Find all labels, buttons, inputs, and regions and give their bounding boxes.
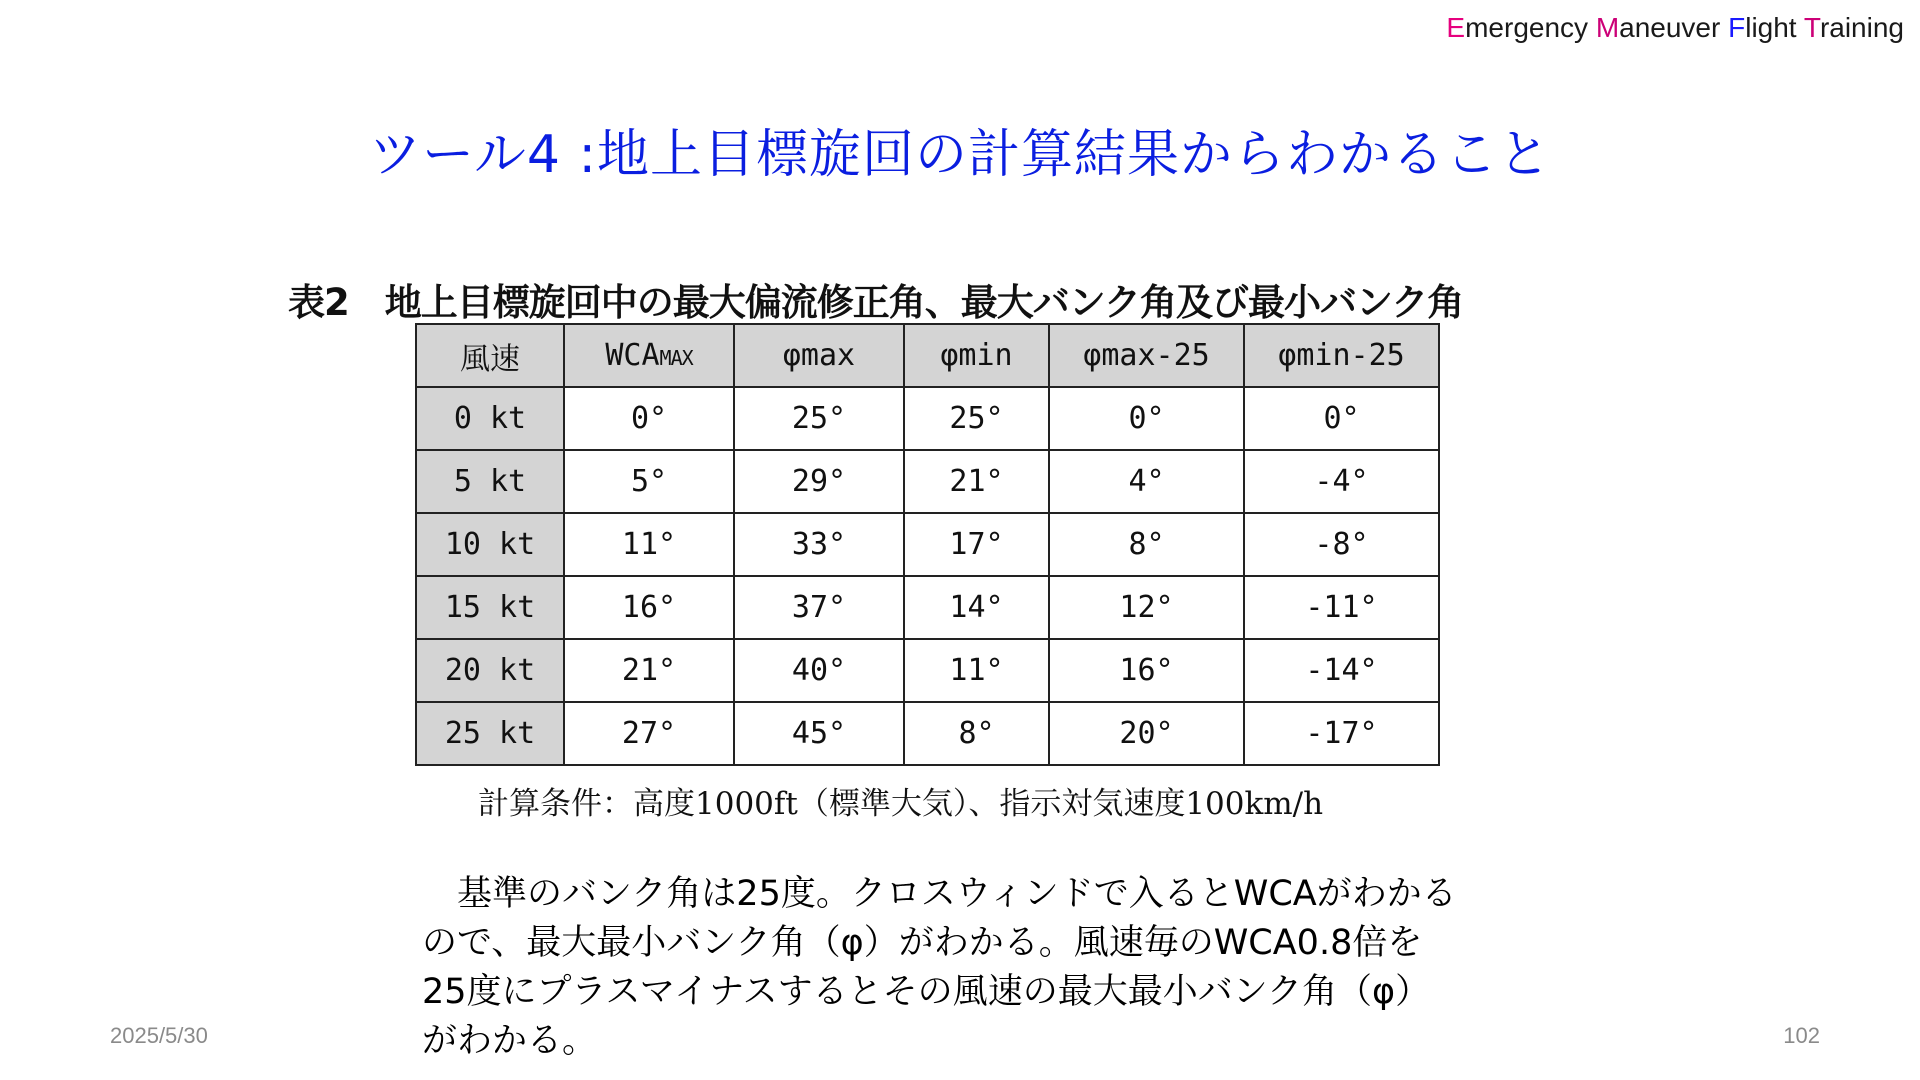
cell-wca: 5° bbox=[564, 450, 734, 513]
table-row bbox=[416, 513, 1439, 576]
cell-wind: 5 kt bbox=[416, 450, 564, 513]
cell-phi-max-25: 20° bbox=[1049, 702, 1244, 765]
brand-initial-t: T bbox=[1803, 12, 1820, 43]
header-phi-min: φmin bbox=[904, 324, 1049, 387]
cell-phi-min-25: -8° bbox=[1244, 513, 1439, 576]
cell-wca: 21° bbox=[564, 639, 734, 702]
cell-wind: 15 kt bbox=[416, 576, 564, 639]
cell-wca: 11° bbox=[564, 513, 734, 576]
cell-phi-min-25: -14° bbox=[1244, 639, 1439, 702]
header-phi-max-25: φmax-25 bbox=[1049, 324, 1244, 387]
cell-wind: 0 kt bbox=[416, 387, 564, 450]
cell-phi-min-25: -4° bbox=[1244, 450, 1439, 513]
cell-wca: 0° bbox=[564, 387, 734, 450]
cell-phi-min: 21° bbox=[904, 450, 1049, 513]
cell-phi-min: 14° bbox=[904, 576, 1049, 639]
explanation-line: がわかる。 bbox=[422, 1021, 598, 1061]
table-caption: 表2 地上目標旋回中の最大偏流修正角、最大バンク角及び最小バンク角 bbox=[288, 281, 1464, 324]
explanation-text bbox=[422, 870, 1502, 1066]
explanation-line: 25度にプラスマイナスするとその風速の最大最小バンク角（φ） bbox=[422, 972, 1431, 1012]
table-row bbox=[416, 639, 1439, 702]
cell-phi-max-25: 8° bbox=[1049, 513, 1244, 576]
cell-phi-min: 11° bbox=[904, 639, 1049, 702]
table-row bbox=[416, 450, 1439, 513]
header-wca-main: WCA bbox=[605, 338, 660, 373]
header-wind: 風速 bbox=[416, 324, 564, 387]
footer-date: 2025/5/30 bbox=[110, 1023, 208, 1048]
table-row bbox=[416, 576, 1439, 639]
brand-word-training: raining bbox=[1819, 12, 1904, 43]
results-table bbox=[415, 323, 1440, 766]
cell-phi-min: 25° bbox=[904, 387, 1049, 450]
slide-title: ツール4 :地上目標旋回の計算結果からわかること bbox=[368, 125, 1552, 185]
table-row bbox=[416, 387, 1439, 450]
header-wca bbox=[564, 324, 734, 387]
cell-phi-max-25: 12° bbox=[1049, 576, 1244, 639]
cell-phi-max-25: 16° bbox=[1049, 639, 1244, 702]
cell-phi-min-25: -17° bbox=[1244, 702, 1439, 765]
brand-word-flight: light bbox=[1745, 12, 1804, 43]
brand-initial-e: E bbox=[1446, 12, 1466, 43]
header-wca-sub: MAX bbox=[659, 346, 693, 370]
calculation-conditions: 計算条件：高度1000ft（標準大気）、指示対気速度100km/h bbox=[478, 786, 1324, 822]
cell-phi-max: 25° bbox=[734, 387, 904, 450]
cell-phi-max: 40° bbox=[734, 639, 904, 702]
cell-wca: 27° bbox=[564, 702, 734, 765]
cell-phi-min: 17° bbox=[904, 513, 1049, 576]
brand-word-maneuver: aneuver bbox=[1619, 12, 1729, 43]
cell-phi-min: 8° bbox=[904, 702, 1049, 765]
brand-label bbox=[1446, 12, 1904, 44]
brand-initial-m: M bbox=[1595, 12, 1620, 43]
cell-phi-max-25: 4° bbox=[1049, 450, 1244, 513]
cell-phi-max: 37° bbox=[734, 576, 904, 639]
explanation-line: ので、最大最小バンク角（φ）がわかる。風速毎のWCA0.8倍を bbox=[422, 923, 1423, 963]
table-row bbox=[416, 702, 1439, 765]
table-header-row bbox=[416, 324, 1439, 387]
cell-wind: 10 kt bbox=[416, 513, 564, 576]
cell-phi-min-25: 0° bbox=[1244, 387, 1439, 450]
brand-initial-f: F bbox=[1728, 12, 1746, 43]
cell-phi-max: 45° bbox=[734, 702, 904, 765]
page-number: 102 bbox=[1783, 1023, 1820, 1048]
cell-phi-max: 29° bbox=[734, 450, 904, 513]
cell-phi-max-25: 0° bbox=[1049, 387, 1244, 450]
cell-phi-min-25: -11° bbox=[1244, 576, 1439, 639]
cell-wca: 16° bbox=[564, 576, 734, 639]
header-phi-min-25: φmin-25 bbox=[1244, 324, 1439, 387]
header-phi-max: φmax bbox=[734, 324, 904, 387]
cell-wind: 25 kt bbox=[416, 702, 564, 765]
brand-word-emergency: mergency bbox=[1465, 12, 1596, 43]
cell-wind: 20 kt bbox=[416, 639, 564, 702]
explanation-line: 基準のバンク角は25度。クロスウィンドで入るとWCAがわかる bbox=[422, 874, 1457, 914]
cell-phi-max: 33° bbox=[734, 513, 904, 576]
